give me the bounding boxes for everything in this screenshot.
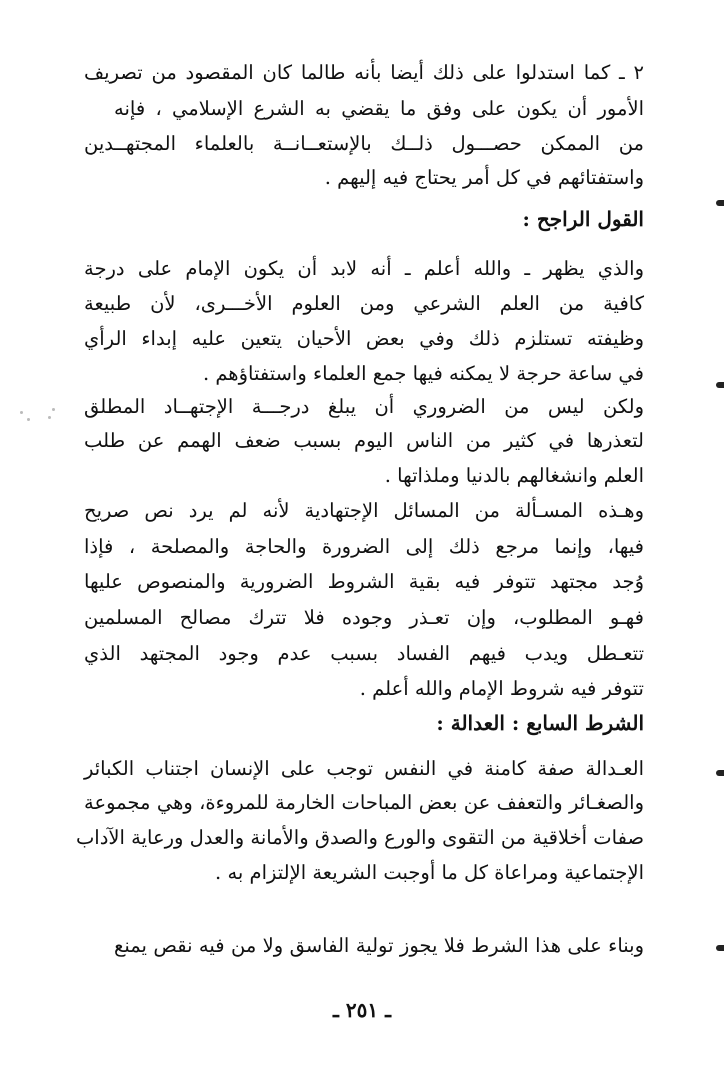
text-line: العلم وانشغالهم بالدنيا وملذاتها . (384, 464, 644, 487)
text-line: من الممكن حصـــول ذلــك بالإستعــانــة بالعلماء المجتهــدين (84, 132, 644, 155)
section-heading: الشرط السابع : العدالة : (436, 711, 644, 735)
text-line: ٢ ـ كما استدلوا على ذلك أيضا بأنه طالما كان المقصود من تصريف (84, 61, 644, 84)
text-line: واستفتائهم في كل أمر يحتاج فيه إليهم . (324, 166, 644, 189)
text-line: وُجد مجتهد تتوفر فيه بقية الشروط الضرورية والمنصوص عليها (84, 570, 644, 593)
text-line: وهـذه المسـألة من المسائل الإجتهادية لأنه لم يرد نص صريح (84, 499, 644, 522)
text-line: صفات أخلاقية من التقوى والورع والصدق والأمانة والعدل ورعاية الآداب (75, 826, 644, 849)
text-line: تتوفر فيه شروط الإمام والله أعلم . (359, 677, 644, 700)
text-line: فهـو المطلوب، وإن تعـذر وجوده فلا تترك مصالح المسلمين (84, 606, 644, 629)
scan-edge-mark (716, 382, 724, 388)
scan-speck (48, 416, 51, 419)
text-line: فيها، وإنما مرجع ذلك إلى الضرورة والحاجة والمصلحة ، فإذا (84, 535, 644, 558)
text-line: ولكن ليس من الضروري أن يبلغ درجـــة الإجتهــاد المطلق (84, 395, 644, 418)
text-line: والصغـائر والتعفف عن بعض المباحات الخارمة للمروءة، وهي مجموعة (84, 791, 644, 814)
section-heading: القول الراجح : (522, 207, 644, 231)
text-line: وظيفته تستلزم ذلك وفي بعض الأحيان يتعين عليه إبداء الرأي (84, 327, 644, 350)
text-line: كافية من العلم الشرعي ومن العلوم الأخـــرى، لأن طبيعة (84, 292, 644, 315)
text-line: والذي يظهر ـ والله أعلم ـ أنه لابد أن يكون الإمام على درجة (84, 257, 644, 280)
text-line: وبناء على هذا الشرط فلا يجوز تولية الفاسق ولا من فيه نقص يمنع (114, 934, 644, 957)
text-line: لتعذرها في كثير من الناس اليوم بسبب ضعف الهمم عن طلب (84, 429, 644, 452)
text-line: الأمور أن يكون على وفق ما يقضي به الشرع الإسلامي ، فإنه (114, 97, 644, 120)
scan-speck (20, 411, 23, 414)
scan-edge-mark (716, 770, 724, 776)
text-line: في ساعة حرجة لا يمكنه فيها جمع العلماء واستفتاؤهم . (202, 362, 644, 385)
scan-edge-mark (716, 200, 724, 206)
text-line: الإجتماعية ومراعاة كل ما أوجبت الشريعة الإلتزام به . (215, 861, 644, 884)
page-number: ـ ٢٥١ ـ (333, 998, 391, 1022)
text-line: العـدالة صفة كامنة في النفس توجب على الإنسان اجتناب الكبائر (84, 757, 644, 780)
scan-speck (27, 418, 30, 421)
scan-edge-mark (716, 945, 724, 951)
text-line: تتعـطل ويدب فيهم الفساد بسبب عدم وجود المجتهد الذي (84, 642, 644, 665)
scan-speck (52, 408, 55, 411)
